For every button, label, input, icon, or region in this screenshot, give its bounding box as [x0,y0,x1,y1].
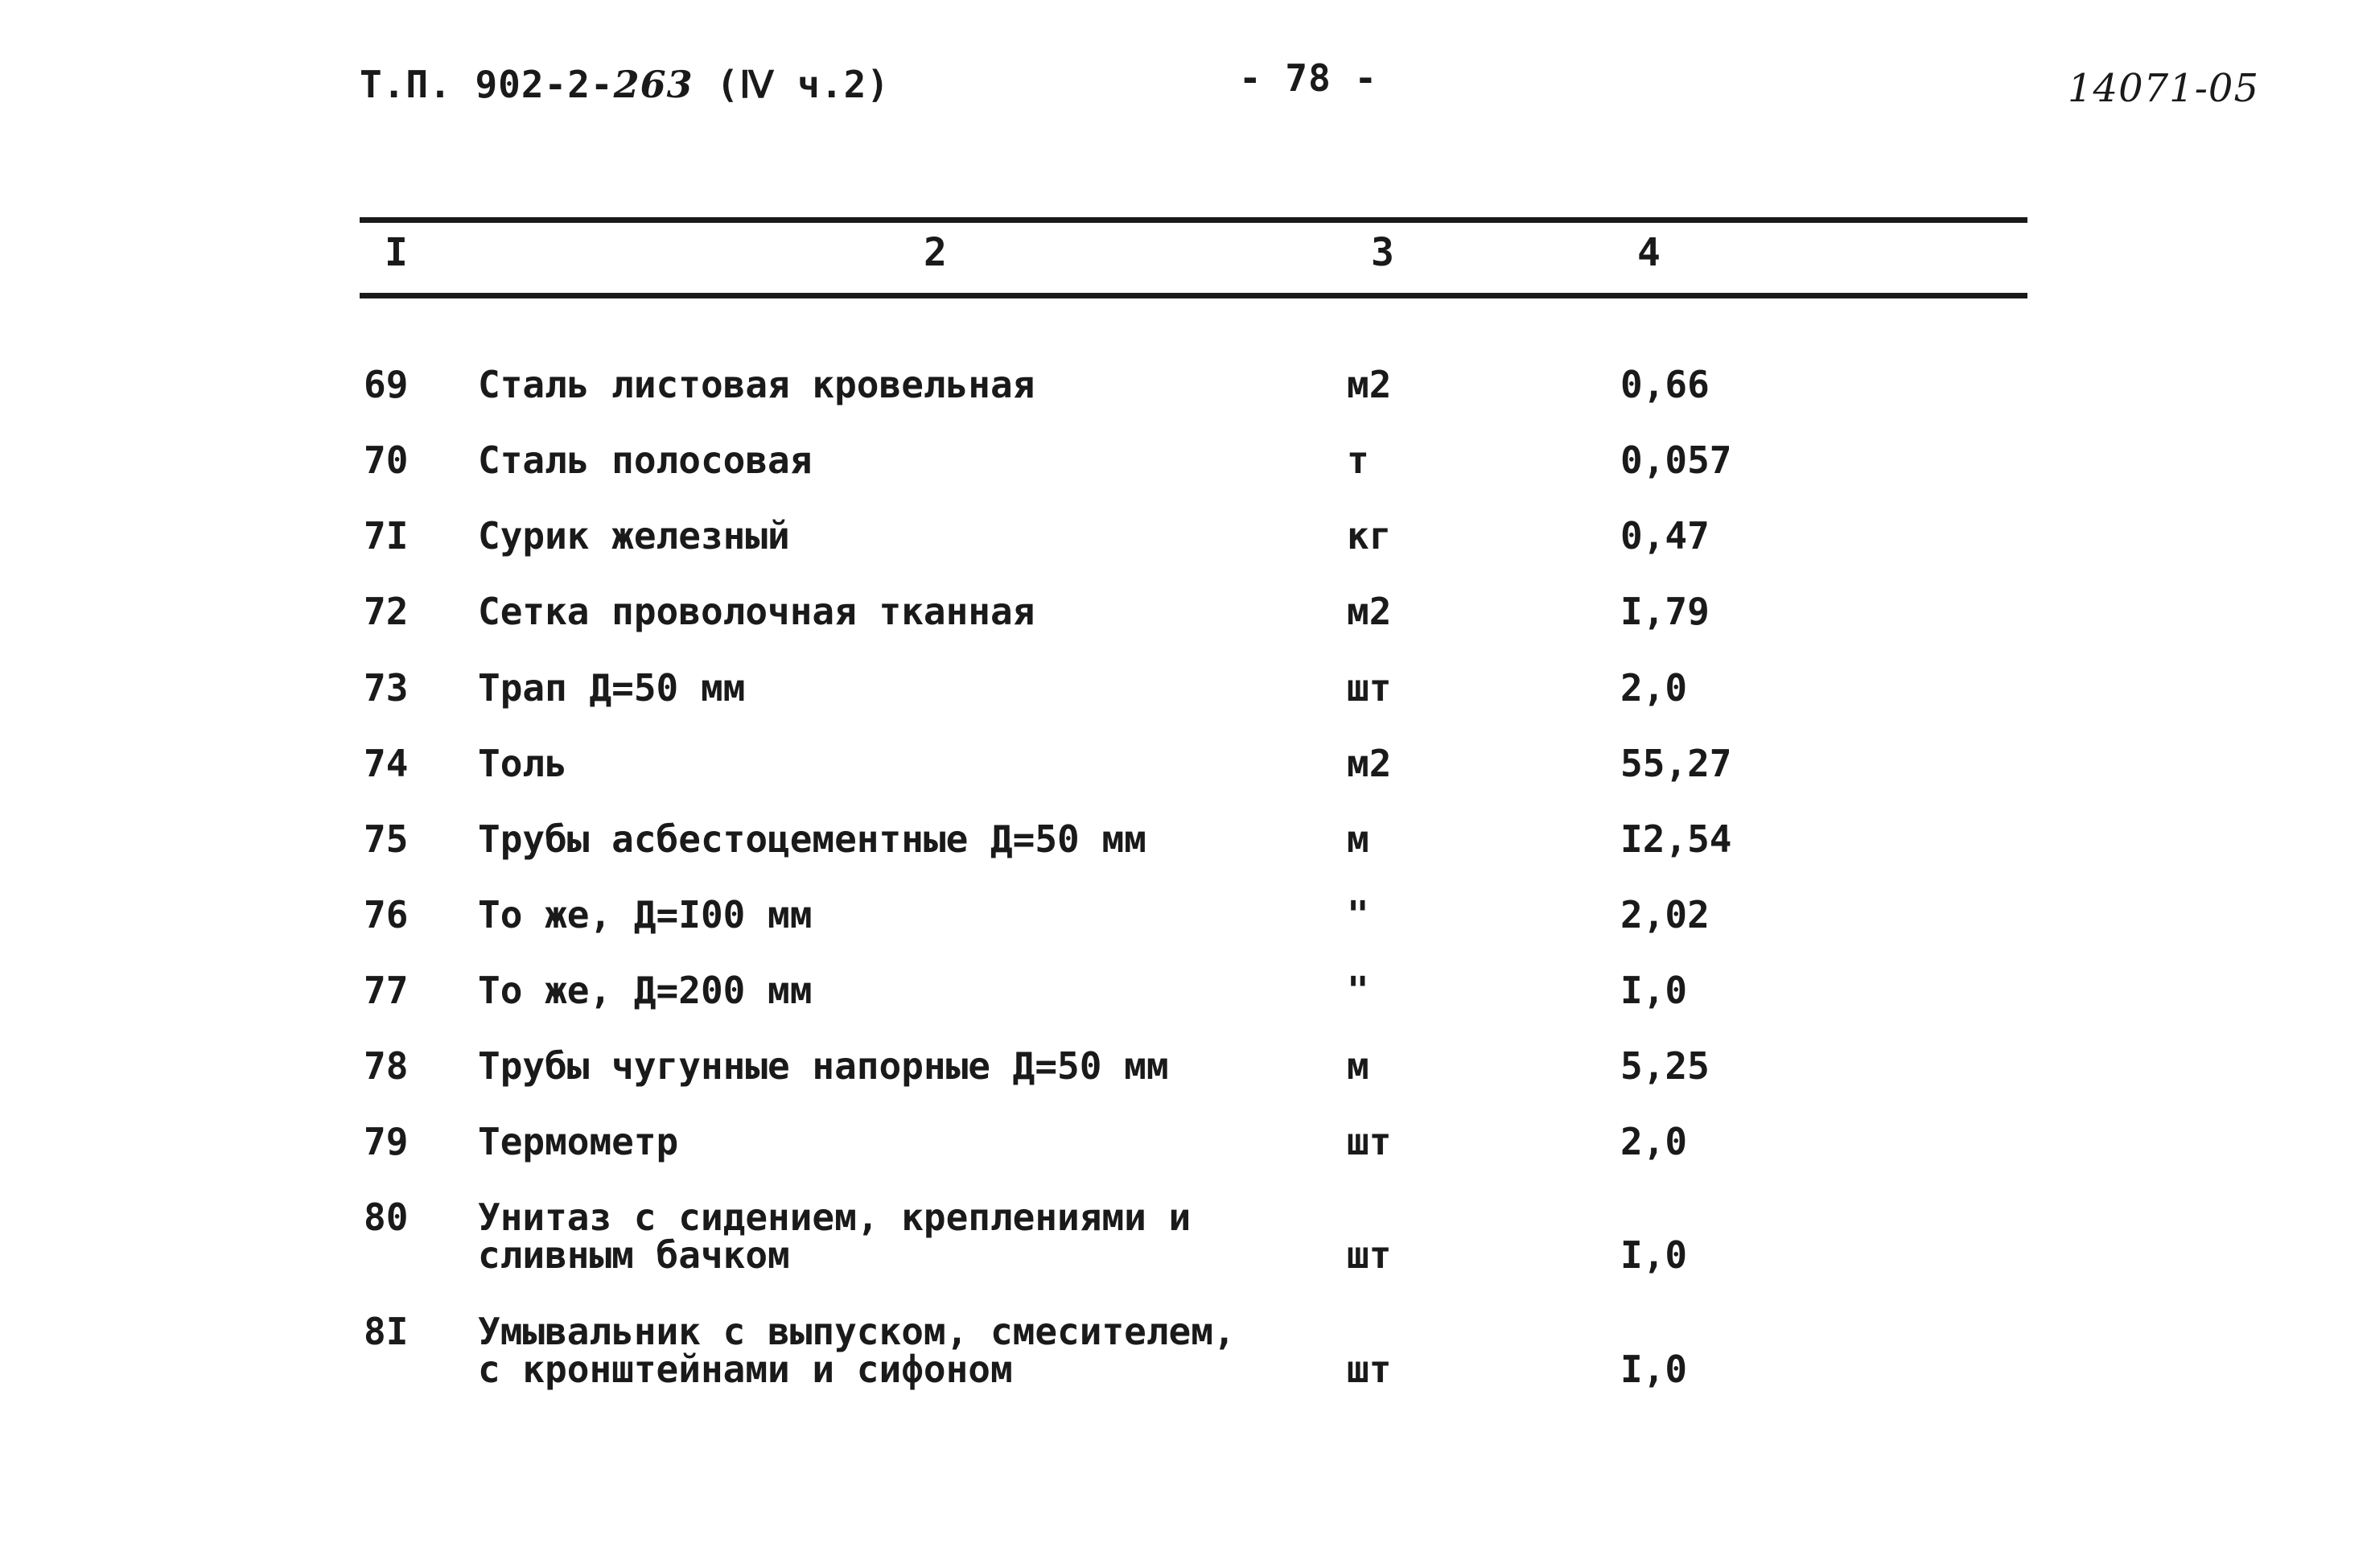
table-header-rule [360,293,2027,298]
row-number: 72 [364,590,409,633]
row-number: 73 [364,666,409,710]
row-unit: шт [1347,666,1392,710]
row-quantity: 2,02 [1620,893,1710,936]
row-unit: шт [1347,1120,1392,1163]
project-code-prefix: Т.П. 902-2- [360,63,614,106]
row-quantity: I,79 [1620,590,1710,633]
inventory-number: 14071-05 [2068,66,2259,111]
row-name: То же, Д=I00 мм [478,893,813,936]
project-code-suffix: (Ⅳ ч.2) [716,63,890,106]
project-code-handwritten: 263 [613,63,694,106]
table-top-rule [360,217,2027,223]
row-number: 79 [364,1120,409,1163]
row-name: Сурик железный [478,514,790,558]
row-quantity: 0,47 [1620,514,1710,558]
row-number: 74 [364,742,409,785]
row-quantity: 55,27 [1620,742,1732,785]
row-name: То же, Д=200 мм [478,969,813,1012]
row-number: 76 [364,893,409,936]
row-number: 70 [364,438,409,482]
row-name: Толь [478,742,567,785]
row-number: 78 [364,1044,409,1088]
row-name: Сетка проволочная тканная [478,590,1035,633]
column-header-3: 3 [1371,230,1394,275]
row-name: Сталь полосовая [478,438,813,482]
row-name: Термометр [478,1120,679,1163]
row-unit: м [1347,817,1369,861]
row-unit: шт [1347,1348,1392,1391]
row-unit: т [1347,438,1369,482]
row-unit: " [1347,893,1369,936]
row-unit: кг [1347,514,1392,558]
row-quantity: I2,54 [1620,817,1732,861]
project-code [360,63,890,106]
row-unit: шт [1347,1233,1392,1277]
row-unit: " [1347,969,1369,1012]
row-unit: м2 [1347,590,1392,633]
column-header-4: 4 [1637,230,1661,275]
column-header-2: 2 [924,230,947,275]
row-quantity: 2,0 [1620,666,1688,710]
row-name: Трап Д=50 мм [478,666,746,710]
row-quantity: I,0 [1620,1233,1688,1277]
row-quantity: 0,057 [1620,438,1732,482]
row-quantity: I,0 [1620,1348,1688,1391]
row-name: Сталь листовая кровельная [478,363,1035,406]
row-name: Трубы асбестоцементные Д=50 мм [478,817,1146,861]
row-quantity: 5,25 [1620,1044,1710,1088]
row-unit: м2 [1347,363,1392,406]
row-unit: м2 [1347,742,1392,785]
row-quantity: 0,66 [1620,363,1710,406]
row-number: 8I [364,1310,409,1353]
column-header-1: I [385,230,408,275]
row-quantity: I,0 [1620,969,1688,1012]
row-number: 80 [364,1196,409,1239]
row-name: Умывальник с выпуском, смесителем, с кронштейнами и сифоном [478,1310,1236,1391]
row-name: Унитаз с сидением, креплениями и сливным бачком [478,1196,1192,1277]
page-number: - 78 - [1239,56,1378,100]
row-number: 69 [364,363,409,406]
row-number: 75 [364,817,409,861]
row-number: 7I [364,514,409,558]
row-unit: м [1347,1044,1369,1088]
row-name: Трубы чугунные напорные Д=50 мм [478,1044,1169,1088]
row-number: 77 [364,969,409,1012]
row-quantity: 2,0 [1620,1120,1688,1163]
